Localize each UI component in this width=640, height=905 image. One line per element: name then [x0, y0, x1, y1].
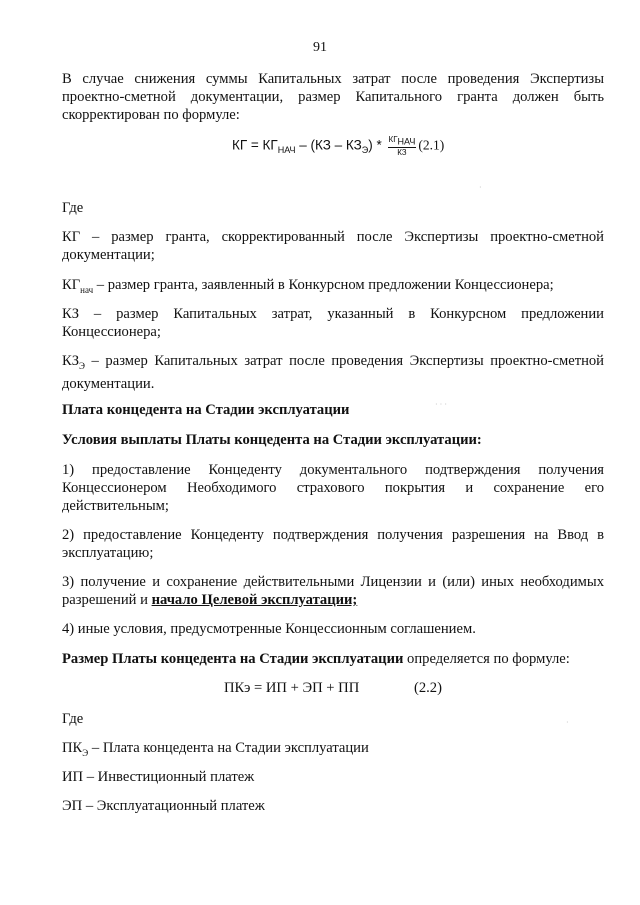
definition-kg: КГ – размер гранта, скорректированный после Экспертизы проектно-сметной документации; — [62, 229, 604, 263]
page-number: 91 — [313, 40, 327, 55]
target-operation-start: начало Целевой эксплуатации; — [151, 592, 358, 608]
definition-pke: $ПК_Э$ – Плата концедента на Стадии эксплуатации — [62, 740, 369, 758]
definition-ip: ИП – Инвестиционный платеж — [62, 769, 255, 785]
condition-item-2: 2) предоставление Концеденту подтверждения получения разрешения на Ввод в эксплуатацию; — [62, 527, 604, 561]
conditions-heading: Условия выплаты Платы концедента на Стадии эксплуатации: — [62, 432, 482, 448]
definition-kz: КЗ – размер Капитальных затрат, указанный в Конкурсном предложении Концессионера; — [62, 306, 604, 340]
definition-kg-nach: $КГ_{нач}$ – размер гранта, заявленный в Конкурсном предложении Концессионера; — [62, 277, 554, 295]
section-heading: Плата концедента на Стадии эксплуатации — [62, 402, 350, 418]
condition-item-3: 3) получение и сохранение действительными Лицензии и (или) иных необходимых разрешений и начало Целевой эксплуатации; — [62, 574, 604, 608]
scan-speck: · — [479, 183, 482, 192]
formula-2-1: КГ = $КГ_{НАЧ} - (КЗ - КЗ_Э)$ * $\frac{КГ_{НАЧ}}{КЗ}$ (2.1) — [232, 135, 445, 157]
intro-paragraph: В случае снижения суммы Капитальных затрат после проведения Экспертизы проектно-сметной документации, размер Капитального гранта должен быть скорректирован по формуле: — [62, 71, 604, 123]
size-paragraph: Размер Платы концедента на Стадии эксплуатации определяется по формуле: — [62, 651, 570, 667]
formula-2-2: ПКэ = ИП + ЭП + ПП — [224, 680, 360, 696]
formula-fraction: $\frac{КГ_{НАЧ}}{КЗ}$ — [388, 135, 416, 157]
scan-speck: · · · — [435, 400, 447, 409]
definition-ep: ЭП – Эксплуатационный платеж — [62, 798, 265, 814]
condition-item-4: 4) иные условия, предусмотренные Концессионным соглашением. — [62, 621, 476, 637]
formula-2-2-number: (2.2) — [414, 680, 442, 696]
where-label-2: Где — [62, 711, 84, 727]
definition-kz-e: $КЗ_Э$ – размер Капитальных затрат после проведения Экспертизы проектно-сметной документации. — [62, 353, 604, 392]
scan-speck: · — [566, 718, 569, 727]
condition-item-1: 1) предоставление Концеденту документального подтверждения получения Концессионером Необходимого страхового покрытия и сохранение его действительным; — [62, 462, 604, 514]
where-label-1: Где — [62, 200, 84, 216]
